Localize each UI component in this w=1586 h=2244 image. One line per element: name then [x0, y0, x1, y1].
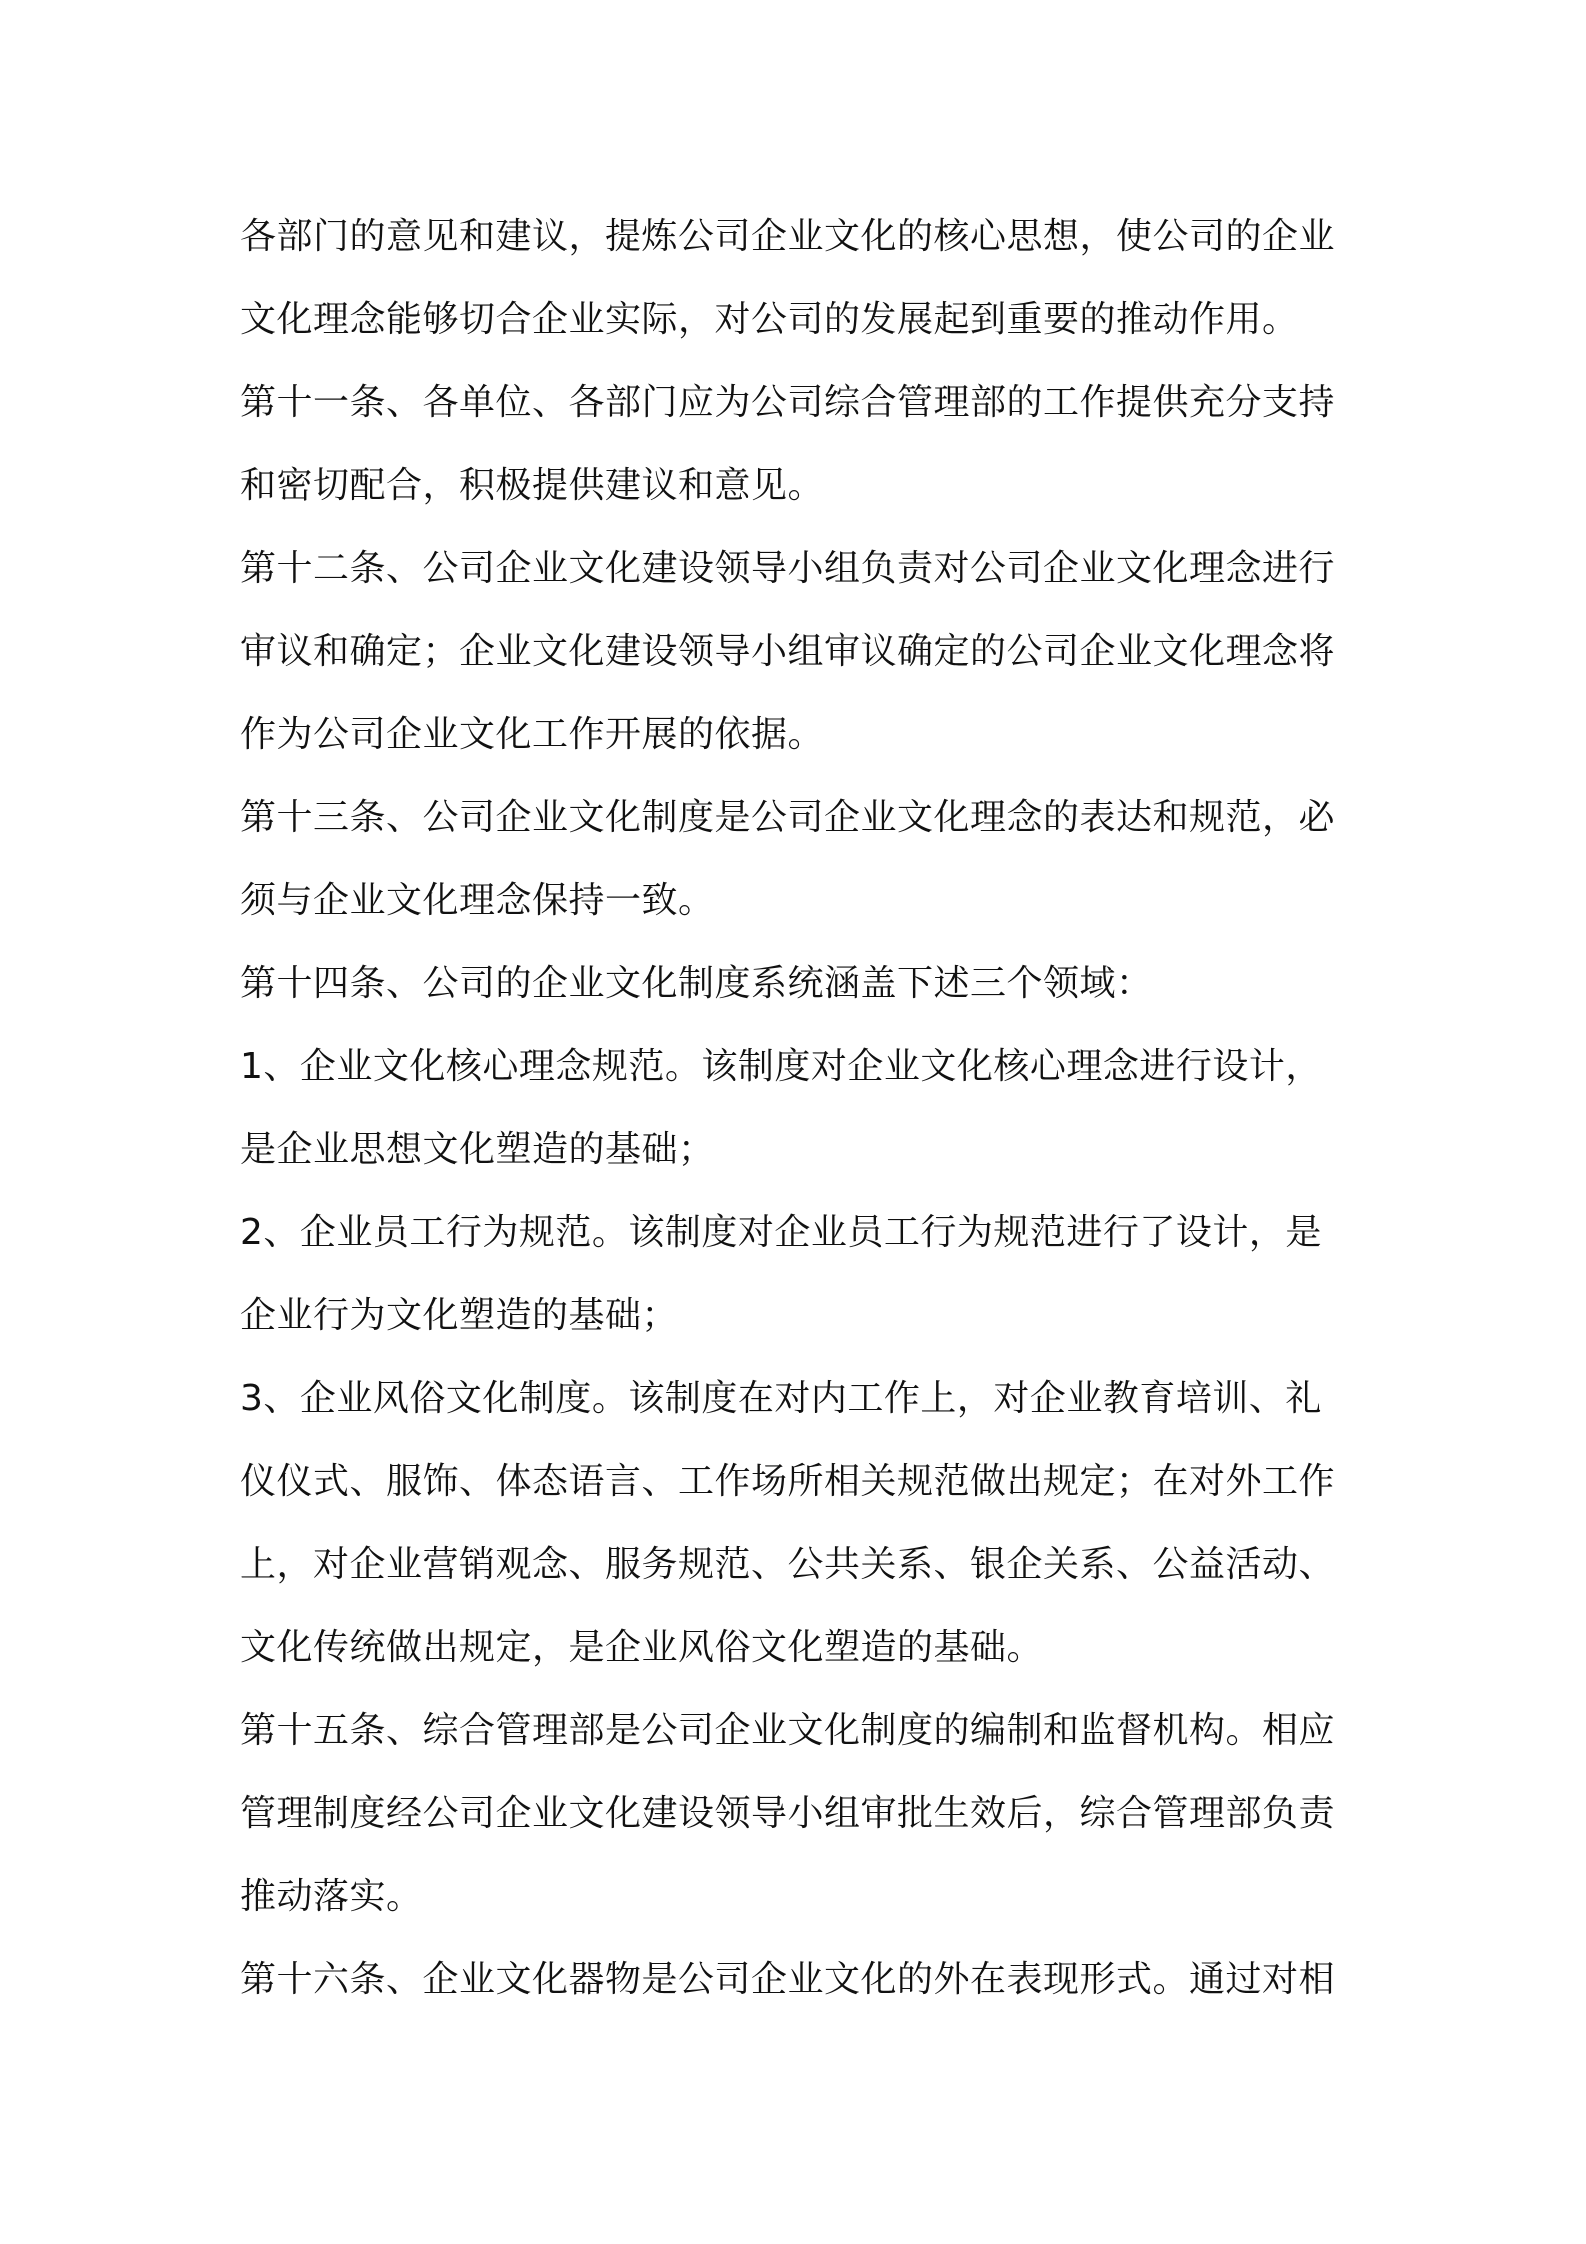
- text-line: 第十二条、公司企业文化建设领导小组负责对公司企业文化理念进行: [240, 548, 1336, 589]
- text-line: 是企业思想文化塑造的基础；: [240, 1129, 715, 1170]
- text-line: 文化传统做出规定，是企业风俗文化塑造的基础。: [240, 1627, 1044, 1668]
- text-line: 须与企业文化理念保持一致。: [240, 880, 715, 921]
- text-line: 1、企业文化核心理念规范。该制度对企业文化核心理念进行设计，: [240, 1046, 1322, 1087]
- text-line: 上，对企业营销观念、服务规范、公共关系、银企关系、公益活动、: [240, 1544, 1336, 1585]
- text-line: 第十六条、企业文化器物是公司企业文化的外在表现形式。通过对相: [240, 1959, 1336, 2000]
- text-line: 审议和确定；企业文化建设领导小组审议确定的公司企业文化理念将: [240, 631, 1336, 672]
- text-line: 和密切配合，积极提供建议和意见。: [240, 465, 825, 506]
- text-line: 仪仪式、服饰、体态语言、工作场所相关规范做出规定；在对外工作: [240, 1461, 1336, 1502]
- document-body: [240, 195, 1360, 2021]
- text-line: 第十四条、公司的企业文化制度系统涵盖下述三个领域：: [240, 963, 1153, 1004]
- text-line: 企业行为文化塑造的基础；: [240, 1295, 679, 1336]
- text-line: 各部门的意见和建议，提炼公司企业文化的核心思想，使公司的企业: [240, 216, 1336, 257]
- text-line: 推动落实。: [240, 1876, 423, 1917]
- text-line: 第十三条、公司企业文化制度是公司企业文化理念的表达和规范，必: [240, 797, 1336, 838]
- text-line: 文化理念能够切合企业实际，对公司的发展起到重要的推动作用。: [240, 299, 1299, 340]
- text-line: 作为公司企业文化工作开展的依据。: [240, 714, 825, 755]
- text-line: 管理制度经公司企业文化建设领导小组审批生效后，综合管理部负责: [240, 1793, 1336, 1834]
- text-line: 第十一条、各单位、各部门应为公司综合管理部的工作提供充分支持: [240, 382, 1336, 423]
- text-line: 第十五条、综合管理部是公司企业文化制度的编制和监督机构。相应: [240, 1710, 1336, 1751]
- text-line: 3、企业风俗文化制度。该制度在对内工作上，对企业教育培训、礼: [240, 1378, 1322, 1419]
- text-line: 2、企业员工行为规范。该制度对企业员工行为规范进行了设计，是: [240, 1212, 1322, 1253]
